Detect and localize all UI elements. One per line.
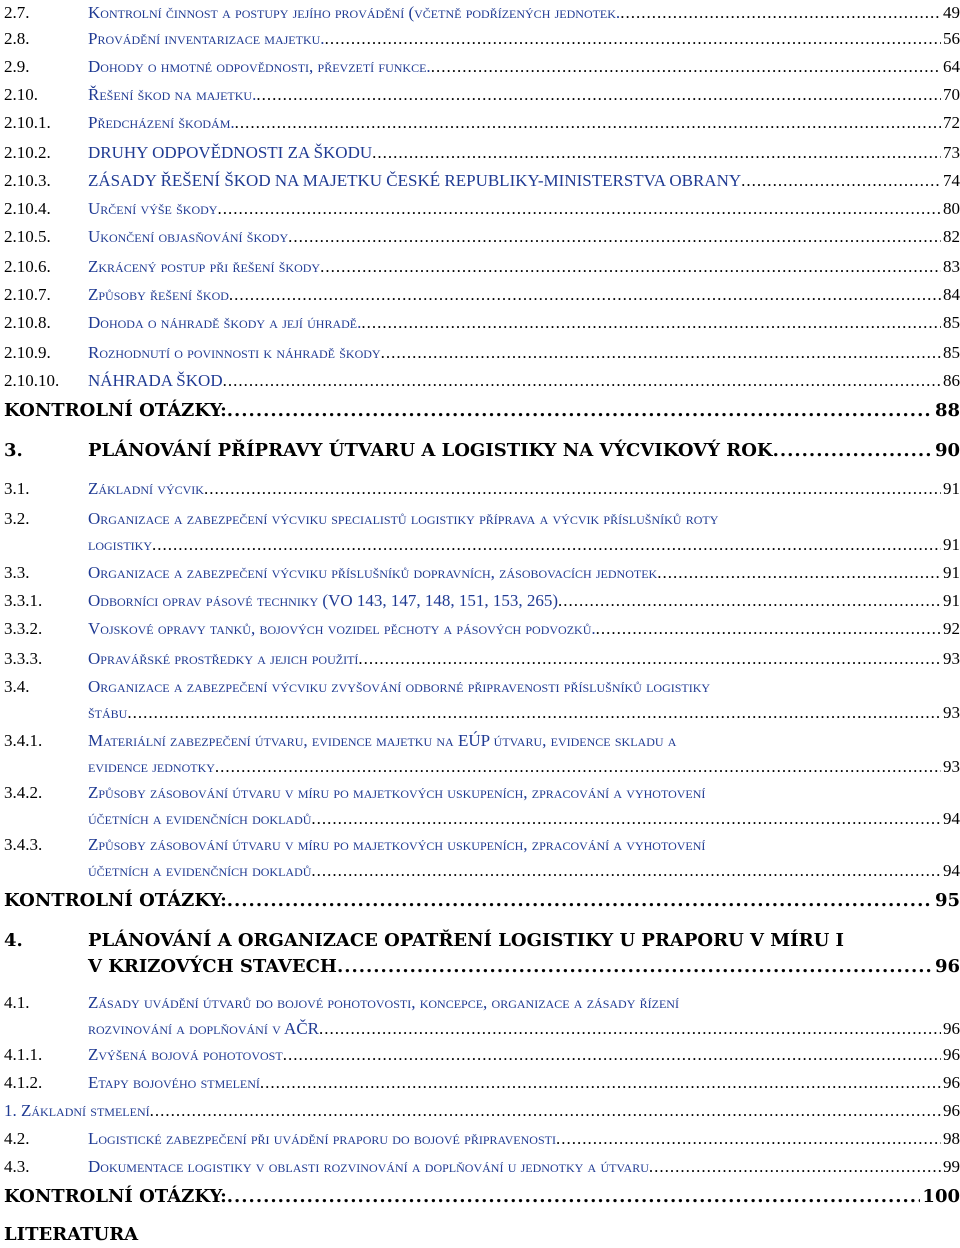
toc-entry-number: 2.10.10. [4, 371, 60, 390]
toc-entry-title: Řešení škod na majetku. [88, 85, 257, 104]
dot-leader [649, 1154, 941, 1180]
toc-entry-title: Způsoby zásobování útvaru v míru po majetkových uskupeních, zpracování a vyhotovení [88, 835, 706, 854]
toc-entry-title: Organizace a zabezpečení výcviku příslušníků dopravních, zásobovacích jednotek [88, 563, 658, 582]
toc-entry-title: Kontrolní činnost a postupy jejího provádění (včetně podřízených jednotek. [88, 3, 621, 22]
dot-leader [325, 26, 941, 52]
dot-leader [227, 888, 933, 914]
toc-entry-page-number: 96 [943, 1073, 960, 1092]
dot-leader [217, 196, 941, 222]
toc-entry[interactable] [4, 928, 960, 977]
toc-entry[interactable] [4, 140, 960, 166]
toc-entry-number: 3.3.1. [4, 591, 43, 610]
dot-leader [556, 1126, 941, 1152]
dot-leader [311, 806, 941, 832]
dot-leader [235, 110, 941, 136]
dot-leader [358, 646, 941, 672]
dot-leader [431, 54, 941, 80]
toc-entry[interactable] [4, 1154, 960, 1180]
toc-entry[interactable] [4, 368, 960, 394]
toc-entry[interactable] [4, 728, 960, 776]
toc-entry-title: Opravářské prostředky a jejich použití [88, 649, 359, 668]
toc-entry-title: Vojskové opravy tanků, bojových vozidel pěchoty a pásových podvozků. [88, 619, 596, 638]
toc-entry-page-number: 93 [943, 757, 960, 776]
toc-entry[interactable] [4, 310, 960, 336]
toc-entry-page-number: 49 [943, 3, 960, 22]
toc-entry[interactable] [4, 560, 960, 586]
dot-leader [657, 560, 941, 586]
toc-entry[interactable] [4, 646, 960, 672]
toc-entry-title: Odborníci oprav pásové techniky (VO 143, 147, 148, 151, 153, 265) [88, 591, 559, 610]
toc-entry[interactable] [4, 888, 960, 914]
toc-entry-title-continued: účetních a evidenčních dokladů [88, 861, 312, 880]
toc-entry-title: KONTROLNÍ OTÁZKY: [4, 890, 227, 911]
toc-entry[interactable] [4, 282, 960, 308]
toc-entry-title-continued: V KRIZOVÝCH STAVECH [88, 956, 337, 977]
toc-entry-page-number: 83 [943, 257, 960, 276]
toc-entry-number: 4.1.2. [4, 1073, 43, 1092]
toc-entry-number: 3.4.1. [4, 731, 43, 750]
toc-entry-page-number: 91 [943, 535, 960, 554]
toc-entry-number: 2.10.9. [4, 343, 51, 362]
toc-entry-number: 3.4.3. [4, 835, 43, 854]
toc-entry-number: 2.10.6. [4, 257, 51, 276]
dot-leader [283, 1042, 941, 1068]
toc-entry-page-number: 64 [943, 57, 960, 76]
dot-leader [361, 310, 941, 336]
toc-entry[interactable] [4, 1184, 960, 1210]
toc-entry[interactable] [4, 0, 960, 26]
toc-entry-number: 4.1. [4, 993, 30, 1012]
dot-leader [288, 224, 941, 250]
dot-leader [150, 1098, 941, 1124]
toc-entry-title-continued: evidence jednotky [88, 757, 215, 776]
toc-entry-number: 3.4.2. [4, 783, 43, 802]
dot-leader [381, 340, 941, 366]
toc-entry-number: 3.3.2. [4, 619, 43, 638]
toc-entry-title: Zkrácený postup při řešení škody [88, 257, 321, 276]
toc-entry[interactable] [4, 990, 960, 1038]
dot-leader [227, 398, 933, 424]
toc-entry-page-number: 73 [943, 143, 960, 162]
toc-entry-page-number: 93 [943, 649, 960, 668]
dot-leader [320, 254, 941, 280]
toc-entry-page-number: 70 [943, 85, 960, 104]
toc-entry[interactable] [4, 254, 960, 280]
toc-entry-title: Provádění inventarizace majetku. [88, 29, 325, 48]
toc-entry-number: 3. [4, 440, 23, 461]
toc-entry-page-number: 84 [943, 285, 960, 304]
dot-leader [311, 858, 941, 884]
toc-entry-page-number: 95 [934, 890, 960, 911]
toc-entry-title: Způsoby řešení škod [88, 285, 229, 304]
dot-leader [319, 1016, 941, 1042]
toc-entry-number: 3.4. [4, 677, 30, 696]
toc-entry-title: Způsoby zásobování útvaru v míru po majetkových uskupeních, zpracování a vyhotovení [88, 783, 706, 802]
toc-entry-title: Organizace a zabezpečení výcviku specialistů logistiky příprava a výcvik příslušníků roty [88, 509, 719, 528]
toc-entry-page-number: 90 [934, 440, 960, 461]
toc-entry-number: 3.3.3. [4, 649, 43, 668]
toc-entry[interactable] [4, 438, 960, 464]
toc-entry-number: 4.3. [4, 1157, 30, 1176]
toc-entry[interactable] [4, 196, 960, 222]
toc-entry-title: PLÁNOVÁNÍ A ORGANIZACE OPATŘENÍ LOGISTIKY U PRAPORU V MÍRU I [88, 930, 844, 951]
toc-entry-page-number: 92 [943, 619, 960, 638]
toc-entry-title: 1. Základní stmelení [4, 1101, 150, 1120]
toc-entry[interactable] [4, 1098, 960, 1124]
toc-entry-page-number: 86 [943, 371, 960, 390]
toc-entry-title: Dokumentace logistiky v oblasti rozvinování a doplňování u jednotky a útvaru [88, 1157, 649, 1176]
toc-entry-page-number: 96 [943, 1101, 960, 1120]
toc-entry-title-continued: štábu [88, 703, 128, 722]
toc-entry-number: 3.3. [4, 563, 30, 582]
toc-entry-title: Zásady uvádění útvarů do bojové pohotovosti, koncepce, organizace a zásady řízení [88, 993, 679, 1012]
toc-entry-title: Předcházení škodám. [88, 113, 235, 132]
dot-leader [620, 0, 941, 26]
toc-entry-number: 2.8. [4, 29, 30, 48]
toc-entry-title: Dohody o hmotné odpovědnosti, převzetí funkce. [88, 57, 431, 76]
dot-leader [558, 588, 941, 614]
toc-entry-page-number: 96 [943, 1019, 960, 1038]
toc-entry[interactable] [4, 674, 960, 722]
toc-entry-page-number: 85 [943, 313, 960, 332]
toc-entry-page-number: 96 [943, 1045, 960, 1064]
toc-entry[interactable] [4, 1070, 960, 1096]
toc-entry-number: 2.10.5. [4, 227, 51, 246]
toc-entry[interactable] [4, 506, 960, 554]
toc-entry-number: 2.10.2. [4, 143, 51, 162]
toc-entry-number: 2.7. [4, 3, 30, 22]
dot-leader [229, 282, 941, 308]
toc-entry-page-number: 96 [934, 956, 960, 977]
toc-entry-title: PLÁNOVÁNÍ PŘÍPRAVY ÚTVARU A LOGISTIKY NA VÝCVIKOVÝ ROK [88, 440, 773, 461]
toc-entry[interactable] [4, 832, 960, 880]
toc-entry-number: 3.1. [4, 479, 30, 498]
toc-entry-title: Zvýšená bojová pohotovost [88, 1045, 283, 1064]
toc-entry-title-continued: účetních a evidenčních dokladů [88, 809, 312, 828]
toc-entry-number: 4. [4, 930, 23, 951]
toc-entry-title: Organizace a zabezpečení výcviku zvyšování odborné připravenosti příslušníků logistiky [88, 677, 711, 696]
toc-entry-page-number: 91 [943, 563, 960, 582]
toc-entry[interactable] [4, 82, 960, 108]
toc-entry-title: Základní výcvik [88, 479, 204, 498]
toc-entry-title: KONTROLNÍ OTÁZKY: [4, 1186, 227, 1207]
toc-entry-number: 2.10.8. [4, 313, 51, 332]
toc-entry[interactable] [4, 224, 960, 250]
toc-entry[interactable] [4, 168, 960, 194]
toc-entry-number: 2.10.3. [4, 171, 51, 190]
dot-leader [256, 82, 941, 108]
toc-entry-number: 4.1.1. [4, 1045, 43, 1064]
dot-leader [227, 1184, 921, 1210]
dot-leader [337, 954, 933, 980]
toc-entry[interactable] [4, 398, 960, 424]
toc-entry[interactable] [4, 780, 960, 828]
toc-entry-title: Etapy bojového stmelení [88, 1073, 260, 1092]
toc-entry-title: Rozhodnutí o povinnosti k náhradě škody [88, 343, 381, 362]
literatura-heading: LITERATURA [4, 1224, 139, 1245]
toc-entry-title: DRUHY ODPOVĚDNOSTI ZA ŠKODU [88, 143, 373, 162]
toc-entry-title: Materiální zabezpečení útvaru, evidence majetku na EÚP útvaru, evidence skladu a [88, 731, 677, 750]
toc-entry-page-number: 100 [922, 1186, 960, 1207]
dot-leader [260, 1070, 941, 1096]
toc-entry[interactable] [4, 54, 960, 80]
toc-entry-page-number: 74 [943, 171, 960, 190]
toc-entry-title-continued: logistiky [88, 535, 152, 554]
toc-entry-number: 2.10.4. [4, 199, 51, 218]
toc-entry-number: 4.2. [4, 1129, 30, 1148]
toc-entry-page-number: 82 [943, 227, 960, 246]
toc-entry-number: 2.10.1. [4, 113, 51, 132]
toc-entry[interactable] [4, 476, 960, 502]
toc-entry-page-number: 85 [943, 343, 960, 362]
dot-leader [204, 476, 941, 502]
toc-entry-title: KONTROLNÍ OTÁZKY: [4, 400, 227, 421]
toc-entry-page-number: 72 [943, 113, 960, 132]
toc-entry-page-number: 91 [943, 479, 960, 498]
toc-entry-page-number: 93 [943, 703, 960, 722]
dot-leader [596, 616, 941, 642]
toc-entry[interactable] [4, 1042, 960, 1068]
dot-leader [773, 438, 933, 464]
toc-entry-title: Dohoda o náhradě škody a její úhradě. [88, 313, 362, 332]
toc-entry-title: Logistické zabezpečení při uvádění praporu do bojové připravenosti [88, 1129, 556, 1148]
toc-entry-title: NÁHRADA ŠKOD [88, 371, 223, 390]
toc-entry-page-number: 99 [943, 1157, 960, 1176]
dot-leader [372, 140, 941, 166]
toc-entry[interactable] [4, 1126, 960, 1152]
toc-entry[interactable] [4, 110, 960, 136]
toc-entry-page-number: 94 [943, 861, 960, 880]
toc-entry-number: 3.2. [4, 509, 30, 528]
toc-entry[interactable] [4, 340, 960, 366]
toc-entry-title: ZÁSADY ŘEŠENÍ ŠKOD NA MAJETKU ČESKÉ REPUBLIKY-MINISTERSTVA OBRANY [88, 171, 742, 190]
dot-leader [152, 532, 941, 558]
toc-entry-number: 2.10.7. [4, 285, 51, 304]
toc-entry[interactable] [4, 588, 960, 614]
dot-leader [215, 754, 941, 780]
toc-entry-title: Ukončení objasňování škody [88, 227, 289, 246]
toc-entry-page-number: 56 [943, 29, 960, 48]
toc-entry[interactable] [4, 616, 960, 642]
dot-leader [127, 700, 941, 726]
toc-entry-number: 2.9. [4, 57, 30, 76]
dot-leader [223, 368, 941, 394]
toc-entry-page-number: 94 [943, 809, 960, 828]
toc-entry-title-continued: rozvinování a doplňování v AČR [88, 1019, 319, 1038]
toc-entry-page-number: 80 [943, 199, 960, 218]
dot-leader [741, 168, 941, 194]
toc-entry-number: 2.10. [4, 85, 38, 104]
toc-entry[interactable] [4, 26, 960, 52]
toc-entry-title: Určení výše škody [88, 199, 218, 218]
toc-entry-page-number: 91 [943, 591, 960, 610]
toc-entry-page-number: 88 [934, 400, 960, 421]
toc-entry-page-number: 98 [943, 1129, 960, 1148]
